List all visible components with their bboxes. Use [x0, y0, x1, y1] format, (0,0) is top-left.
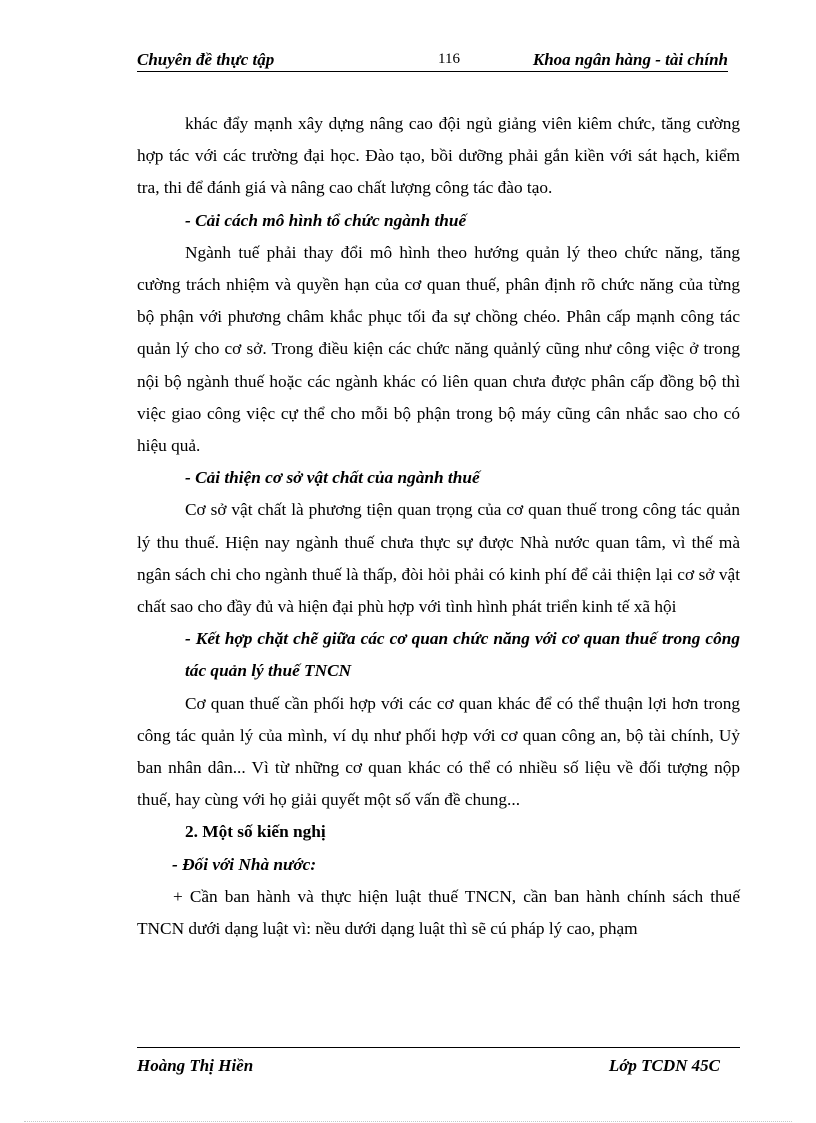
- header-faculty: Khoa ngân hàng - tài chính: [532, 50, 728, 69]
- page-footer: [137, 1047, 740, 1076]
- page-body: [137, 108, 740, 945]
- paragraph: + Cần ban hành và thực hiện luật thuế TNCN, cần ban hành chính sách thuế TNCN dưới dạng luật vì: nều dưới dạng luật thì sẽ cú pháp lý cao, phạm: [137, 886, 740, 939]
- subsection-heading: - Đối với Nhà nước:: [172, 854, 317, 874]
- section-heading: - Cải cách mô hình tổ chức ngành thuế: [185, 210, 467, 230]
- section-heading: - Kết hợp chặt chẽ giữa các cơ quan chức năng với cơ quan thuế trong công tác quản lý thuế TNCN: [185, 629, 740, 681]
- page-number: 116: [438, 51, 460, 67]
- footer-author: Hoàng Thị Hiền: [137, 1056, 254, 1075]
- footer-class: Lớp TCDN 45C: [608, 1056, 720, 1075]
- paragraph: Cơ sở vật chất là phương tiện quan trọng của cơ quan thuế trong công tác quản lý thu thuế. Hiện nay ngành thuế chưa thực sự được Nhà nước quan tâm, vì thế mà ngân sách chi cho ngành thuế là thấp, đòi hỏi phải có kinh phí để cải thiện lại cơ sở vật chất sao cho đầy đủ và hiện đại phù hợp với tình hình phát triển kinh tế xã hội: [137, 500, 740, 617]
- page-bottom-edge: [24, 1121, 792, 1122]
- section-heading: - Cải thiện cơ sở vật chất của ngành thuế: [185, 468, 480, 488]
- numbered-heading: 2. Một số kiến nghị: [185, 822, 326, 842]
- paragraph: Ngành tuế phải thay đổi mô hình theo hướng quản lý theo chức năng, tăng cường trách nhiệm và quyền hạn của cơ quan thuế, phân định rõ chức năng của từng bộ phận với phương châm khắc phục tối đa sự chồng chéo. Phân cấp mạnh công tác quản lý cho cơ sở. Trong điều kiện các chức năng quảnlý cũng như công việc ở trong nội bộ ngành thuế hoặc các ngành khác có liên quan chưa được phân cấp đồng bộ thì việc giao công việc cự thể cho mỗi bộ phận trong bộ máy cũng cân nhắc sao cho có hiệu quả.: [137, 242, 740, 456]
- paragraph: khác đẩy mạnh xây dựng nâng cao đội ngủ giảng viên kiêm chức, tăng cường hợp tác với các trường đại học. Đào tạo, bồi dưỡng phải gắn kiền với sát hạch, kiểm tra, thi để đánh giá và nâng cao chất lượng công tác đào tạo.: [137, 114, 740, 198]
- page-header: [137, 49, 728, 72]
- paragraph: Cơ quan thuế cần phối hợp với các cơ quan khác để có thể thuận lợi hơn trong công tác quản lý của mình, ví dụ như phối hợp với cơ quan công an, bộ tài chính, Uỷ ban nhân dân... Vì từ những cơ quan khác có thể có nhiều số liệu về đối tượng nộp thuế, hay cùng với họ giải quyết một số vấn đề chung...: [137, 693, 740, 810]
- header-document-title: Chuyên đề thực tập: [137, 50, 275, 69]
